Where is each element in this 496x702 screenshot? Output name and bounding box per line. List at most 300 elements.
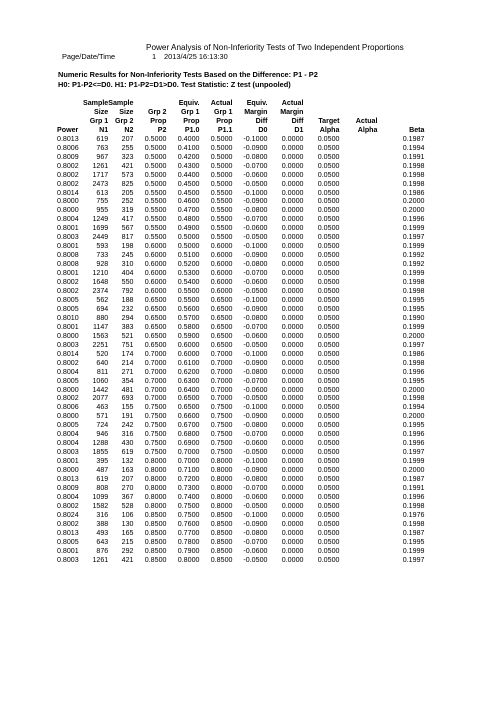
table-cell: 0.1997 [402,340,425,349]
table-cell: 0.0500 [317,448,340,457]
table-cell: 0.5500 [210,206,233,215]
table-row [57,359,424,368]
table-cell: -0.0700 [243,161,268,170]
table-cell: 155 [121,403,134,412]
table-cell [339,323,377,332]
table-cell: 0.5500 [177,295,200,304]
table-cell: 0.0000 [281,537,304,546]
table-cell: 0.8001 [57,224,79,233]
table-cell: 0.6200 [177,367,200,376]
table-row [57,242,424,251]
column-header [339,99,377,108]
table-cell: 0.1998 [402,394,425,403]
table-cell: 0.0500 [317,313,340,322]
table-cell: -0.0900 [243,251,268,260]
table-cell: 0.6800 [177,430,200,439]
table-cell: 0.0000 [281,260,304,269]
table-cell: 0.8001 [57,269,79,278]
table-cell: 0.0000 [281,340,304,349]
table-cell: 0.0500 [317,475,340,484]
table-cell: -0.0600 [243,278,268,287]
table-cell: 0.0000 [281,295,304,304]
table-cell: 0.0500 [317,278,340,287]
table-cell: 0.1987 [402,134,425,143]
column-header: Diff [291,116,304,125]
table-cell: 0.6000 [144,242,167,251]
table-cell: 0.5500 [210,233,233,242]
table-row [57,171,424,180]
table-cell: 0.8008 [57,251,79,260]
table-cell: -0.1000 [243,457,268,466]
column-header [377,99,424,108]
table-cell: 0.8000 [57,412,79,421]
table-cell: 0.0500 [317,179,340,188]
table-cell: 0.1996 [402,492,425,501]
table-cell: 232 [121,304,134,313]
table-cell: 0.8004 [57,492,79,501]
table-cell [339,520,377,529]
table-cell [339,394,377,403]
page-date-time-label: Page/Date/Time [62,52,116,61]
table-cell: 1442 [92,385,109,394]
table-cell: 319 [121,206,134,215]
table-cell: 0.0500 [317,537,340,546]
table-cell: 0.0000 [281,394,304,403]
table-cell: 0.0000 [281,376,304,385]
table-cell: 0.5000 [210,179,233,188]
table-cell: 562 [96,295,109,304]
table-cell: 0.8000 [210,492,233,501]
table-cell: 174 [121,349,134,358]
table-cell: 0.6000 [144,251,167,260]
table-row [57,197,424,206]
table-cell: 0.6100 [177,358,200,367]
table-cell: 0.8004 [57,367,79,376]
table-cell: -0.1000 [243,510,268,519]
table-cell: 0.0500 [317,466,340,475]
table-cell: -0.0900 [243,143,268,152]
table-cell: 0.1995 [402,304,425,313]
table-row [57,538,424,547]
table-cell: 0.6500 [210,304,233,313]
table-row [57,350,424,359]
table-cell: 0.7500 [210,439,233,448]
table-cell: 215 [121,537,134,546]
column-header [57,117,83,126]
table-cell: -0.0500 [243,287,268,296]
table-cell: 733 [96,251,109,260]
table-cell: 613 [96,188,109,197]
table-cell: 0.8000 [210,475,233,484]
table-row [57,144,424,153]
table-cell: 694 [96,304,109,313]
table-cell: 0.1998 [402,161,425,170]
table-cell: 0.0000 [281,197,304,206]
table-cell: 292 [121,546,134,555]
table-cell: 521 [121,331,134,340]
table-cell: 0.4600 [177,197,200,206]
table-cell [339,529,377,538]
table-cell: 0.0500 [317,403,340,412]
table-cell: 0.7500 [144,412,167,421]
table-cell: 0.0000 [281,412,304,421]
table-cell: 0.8000 [144,483,167,492]
table-cell: 0.0000 [281,215,304,224]
table-cell: 0.8000 [210,483,233,492]
table-row [57,403,424,412]
table-cell [339,332,377,341]
table-cell: -0.0700 [243,269,268,278]
column-header: Equiv. [246,99,268,107]
table-cell: 388 [96,519,109,528]
table-cell: 0.8500 [210,519,233,528]
table-cell: 2449 [92,233,109,242]
table-cell: 0.1991 [402,483,425,492]
column-header [339,108,377,117]
table-cell: -0.0500 [243,448,268,457]
table-cell: 0.0000 [281,251,304,260]
table-cell [339,547,377,556]
table-cell: 0.1999 [402,224,425,233]
table-cell: 0.0000 [281,466,304,475]
table-cell: 0.7500 [144,439,167,448]
table-cell: 0.8500 [210,555,233,564]
table-cell [339,269,377,278]
table-cell: 354 [121,376,134,385]
table-cell: 792 [121,287,134,296]
table-cell: 0.6900 [177,439,200,448]
table-cell [339,314,377,323]
table-row [57,162,424,171]
table-cell: 0.5300 [177,269,200,278]
table-cell: 421 [121,555,134,564]
table-cell: 0.6000 [144,269,167,278]
table-cell: -0.1000 [243,188,268,197]
table-cell: 404 [121,269,134,278]
results-table-header [57,99,424,135]
table-cell: 751 [121,340,134,349]
table-cell: -0.0600 [243,170,268,179]
table-row [57,520,424,529]
table-cell: 0.5000 [210,152,233,161]
table-cell: 430 [121,439,134,448]
table-cell: 0.8000 [210,466,233,475]
table-cell: 0.8006 [57,403,79,412]
table-cell: -0.0500 [243,233,268,242]
table-cell: 0.8500 [210,537,233,546]
table-cell: 0.0500 [317,528,340,537]
table-cell: 0.7600 [177,519,200,528]
table-cell: 0.5000 [210,143,233,152]
table-cell: -0.0900 [243,197,268,206]
table-cell: 0.5000 [177,242,200,251]
table-cell: 0.6500 [210,313,233,322]
table-cell: 0.0500 [317,376,340,385]
table-cell: 520 [96,349,109,358]
table-cell: -0.0700 [243,322,268,331]
table-cell: -0.0900 [243,412,268,421]
table-cell: 0.8000 [57,331,79,340]
table-cell [339,403,377,412]
table-cell: 0.0000 [281,385,304,394]
table-cell: 1699 [92,224,109,233]
table-cell: -0.0900 [243,304,268,313]
table-cell: 0.5500 [177,287,200,296]
table-cell: 271 [121,367,134,376]
table-cell: 0.2000 [402,385,425,394]
table-cell: 0.1999 [402,322,425,331]
table-cell: 0.8500 [144,510,167,519]
table-cell: 0.0500 [317,385,340,394]
table-cell: 0.0000 [281,448,304,457]
table-cell: 0.8013 [57,134,79,143]
table-cell: -0.0800 [243,528,268,537]
table-cell: 724 [96,421,109,430]
table-cell [339,484,377,493]
table-cell [339,224,377,233]
table-cell: 0.8002 [57,179,79,188]
table-cell: 0.1987 [402,528,425,537]
table-cell: 0.1994 [402,143,425,152]
table-cell [339,359,377,368]
table-cell: 876 [96,546,109,555]
table-cell: 0.0500 [317,555,340,564]
table-cell: 817 [121,233,134,242]
table-cell: 2251 [92,340,109,349]
table-cell [339,144,377,153]
table-row [57,305,424,314]
table-cell: 0.5500 [144,215,167,224]
table-cell: 0.7100 [177,466,200,475]
table-cell: 811 [96,367,109,376]
table-cell: 0.8000 [57,197,79,206]
table-cell: 1147 [92,322,109,331]
table-cell: 1855 [92,448,109,457]
table-cell: 0.6300 [177,376,200,385]
table-cell: 0.8500 [144,537,167,546]
table-cell: 0.4900 [177,224,200,233]
table-cell: 0.6000 [144,278,167,287]
table-cell: 755 [96,197,109,206]
table-row [57,251,424,260]
table-cell: 0.6000 [210,278,233,287]
table-row [57,278,424,287]
table-cell: 0.8000 [144,501,167,510]
table-cell: 0.8000 [144,466,167,475]
table-cell: 0.8005 [57,304,79,313]
table-cell: 0.7500 [210,403,233,412]
table-cell: 0.8001 [57,457,79,466]
table-cell: 198 [121,242,134,251]
column-header [303,99,339,108]
table-cell: 0.0000 [281,134,304,143]
table-cell: -0.0700 [243,376,268,385]
table-cell: 0.6500 [144,304,167,313]
table-cell: 0.0000 [281,528,304,537]
table-cell: 1261 [92,555,109,564]
table-cell: 880 [96,313,109,322]
table-cell: 0.8001 [57,546,79,555]
table-cell: 0.8000 [144,492,167,501]
table-cell: 640 [96,358,109,367]
column-header: Actual [210,99,233,107]
table-cell: -0.0700 [243,215,268,224]
table-cell: 323 [121,152,134,161]
table-cell: 0.0000 [281,519,304,528]
table-row [57,287,424,296]
column-header: Alpha [357,125,378,134]
table-cell [339,233,377,242]
table-cell: 619 [96,475,109,484]
table-row [57,448,424,457]
table-cell: 0.1998 [402,501,425,510]
table-cell: 0.4500 [177,188,200,197]
table-cell: 0.2000 [402,197,425,206]
table-row [57,314,424,323]
table-cell: -0.0800 [243,152,268,161]
table-cell: 0.0000 [281,161,304,170]
table-cell: 0.6400 [177,385,200,394]
table-cell: -0.0500 [243,394,268,403]
table-cell: 0.6500 [144,295,167,304]
table-cell: 0.8002 [57,170,79,179]
column-header [377,117,424,126]
table-cell: -0.0900 [243,358,268,367]
table-cell: 0.1999 [402,546,425,555]
table-cell: 0.8024 [57,510,79,519]
table-cell: 0.8500 [144,546,167,555]
table-cell [339,538,377,547]
table-cell: 0.0500 [317,206,340,215]
column-header: Prop [183,116,200,125]
table-cell: 0.8000 [210,501,233,510]
table-cell: 0.0000 [281,322,304,331]
table-cell: 0.5500 [210,215,233,224]
table-cell: 0.8003 [57,233,79,242]
table-cell: 0.0000 [281,224,304,233]
table-cell [339,430,377,439]
table-row [57,296,424,305]
table-cell: 0.7000 [144,376,167,385]
table-cell: 270 [121,483,134,492]
table-cell: 0.0000 [281,483,304,492]
table-cell: 0.2000 [402,412,425,421]
column-header: Grp 2 [147,107,167,116]
table-cell: 0.7500 [210,448,233,457]
table-cell: 0.1998 [402,358,425,367]
table-cell: 0.8500 [210,528,233,537]
table-cell: 0.0000 [281,278,304,287]
table-cell: 0.8004 [57,439,79,448]
table-cell: 693 [121,394,134,403]
table-cell [339,493,377,502]
table-cell: 0.1986 [402,188,425,197]
table-cell: 0.0500 [317,134,340,143]
table-cell: 383 [121,322,134,331]
table-cell: 0.6500 [210,322,233,331]
table-cell: 1582 [92,501,109,510]
table-cell: 1717 [92,170,109,179]
table-cell: 0.7500 [144,430,167,439]
table-row [57,224,424,233]
table-cell: 0.5500 [144,224,167,233]
table-cell: 0.7500 [177,510,200,519]
table-cell: 0.4500 [177,179,200,188]
table-cell: 245 [121,251,134,260]
table-cell: -0.0500 [243,340,268,349]
table-cell [339,251,377,260]
table-cell: 0.4700 [177,206,200,215]
table-cell: -0.0800 [243,475,268,484]
results-table [57,99,424,565]
column-header: D0 [258,125,268,134]
table-cell [339,341,377,350]
table-cell: 1563 [92,331,109,340]
table-cell: 2077 [92,394,109,403]
table-row [57,421,424,430]
table-cell: 395 [96,457,109,466]
table-cell: 0.6000 [210,269,233,278]
table-cell: -0.0500 [243,555,268,564]
table-cell: 0.0000 [281,242,304,251]
table-cell: 0.8500 [210,510,233,519]
table-cell: 0.0000 [281,188,304,197]
table-cell: 0.5600 [177,304,200,313]
table-cell: 0.0000 [281,555,304,564]
table-cell: 0.0500 [317,421,340,430]
table-cell: 417 [121,215,134,224]
table-cell: 0.6500 [177,394,200,403]
table-cell: 0.0500 [317,412,340,421]
table-cell: 0.0500 [317,152,340,161]
table-cell: 0.8004 [57,430,79,439]
table-cell: 0.1998 [402,170,425,179]
table-cell: 188 [121,295,134,304]
table-cell: 214 [121,358,134,367]
table-cell: 0.8000 [210,457,233,466]
table-cell: 0.6500 [210,295,233,304]
table-cell: -0.1000 [243,403,268,412]
table-cell: 0.7500 [210,412,233,421]
table-cell: 0.6700 [177,421,200,430]
column-header: Actual [281,99,304,107]
table-cell [339,153,377,162]
table-cell: 0.1992 [402,251,425,260]
table-cell: 0.5500 [144,233,167,242]
column-header [303,108,339,117]
table-cell: -0.0700 [243,537,268,546]
table-cell: 1288 [92,439,109,448]
table-cell: 163 [121,466,134,475]
table-cell: 316 [96,510,109,519]
column-header: Sample [108,99,134,107]
hypotheses-line: H0: P1-P2<=D0. H1: P1-P2=D1>D0. Test Statistic: Z test (unpooled) [58,79,291,89]
table-cell: 0.6000 [210,287,233,296]
results-table-body [57,135,424,565]
column-header: Actual [355,116,378,125]
table-cell: 0.1996 [402,439,425,448]
table-cell: 0.8500 [144,555,167,564]
table-cell: 0.2000 [402,466,425,475]
table-cell: 0.4100 [177,143,200,152]
table-cell: 0.6500 [210,340,233,349]
table-cell: 0.0000 [281,206,304,215]
column-header: N2 [124,125,134,134]
table-cell: 0.0000 [281,492,304,501]
table-cell: 255 [121,143,134,152]
table-cell [339,421,377,430]
column-header: P2 [157,125,167,134]
